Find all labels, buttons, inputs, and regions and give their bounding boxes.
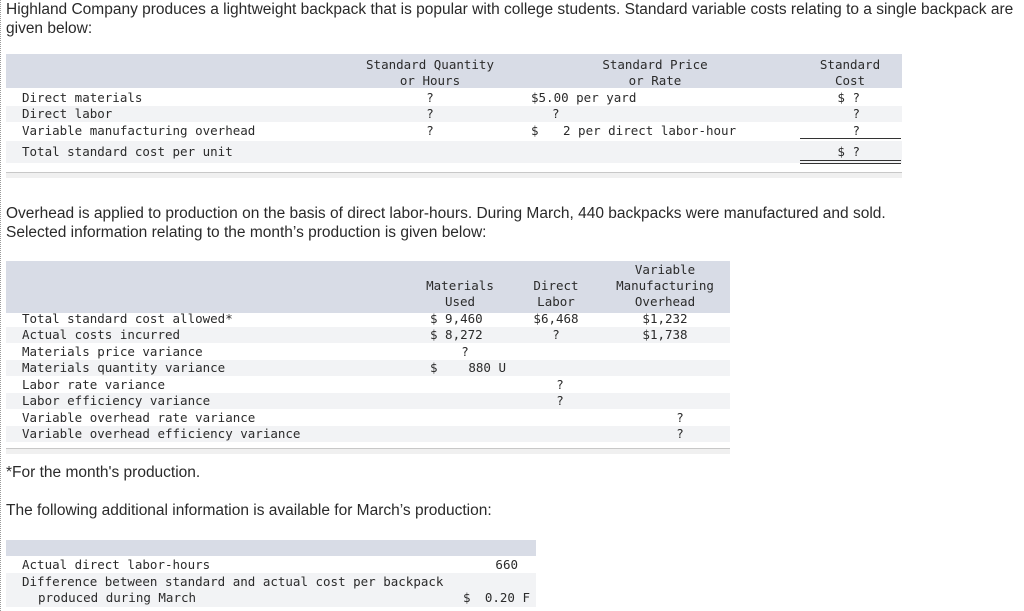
row-label-materials-quantity-variance: Materials quantity variance [22,360,226,375]
footnote: *For the month's production. [6,464,201,481]
price-variable-overhead: 2 per direct labor-hour [563,123,737,138]
row-label-cost-difference-line2: produced during March [38,590,197,605]
overhead-actual: $1,738 [642,327,688,342]
header-labor: Labor [537,294,575,309]
overhead-paragraph-line2: Selected information relating to the month’s production is given below: [6,224,487,241]
price-symbol-variable-overhead: $ [531,123,539,138]
cost-direct-labor: ? [852,106,860,121]
row-label-actual-costs: Actual costs incurred [22,327,181,342]
header-cost: Cost [834,73,866,88]
row-label-total-standard-cost-allowed: Total standard cost allowed* [22,311,233,326]
price-direct-labor: ? [552,106,560,121]
price-direct-materials: $5.00 per yard [531,90,637,105]
cost-variable-overhead: ? [852,123,860,138]
row-label-direct-labor: Direct labor [22,106,113,121]
overhead-total-standard: $1,232 [642,311,688,326]
table1-row-stripe [6,106,902,122]
qty-variable-overhead: ? [426,123,434,138]
total-double-rule [800,163,901,164]
row-label-labor-efficiency-variance: Labor efficiency variance [22,393,211,408]
overhead-paragraph-line1: Overhead is applied to production on the basis of direct labor-hours. During March, 440 backpacks were manufactured and sold. [6,205,886,222]
header-or-rate: or Rate [628,73,682,88]
row-label-direct-materials: Direct materials [22,90,143,105]
overhead-rate-variance: ? [676,410,684,425]
row-label-materials-price-variance: Materials price variance [22,344,203,359]
intro-paragraph: Highland Company produces a lightweight backpack that is popular with college students. Standard variable costs relating to a single backpack are given below: [6,1,1014,37]
header-used: Used [444,294,476,309]
header-standard: Standard [819,57,881,72]
row-label-cost-difference: Difference between standard and actual cost per backpack [22,574,444,589]
subtotal-rule [800,138,901,139]
cost-direct-materials: $ ? [837,90,860,105]
header-or-hours: or Hours [399,73,461,88]
table2-bottom-border [6,448,730,454]
labor-efficiency-variance: ? [556,393,564,408]
labor-actual: ? [552,327,560,342]
row-label-variable-overhead: Variable manufacturing overhead [22,123,256,138]
row-label-overhead-rate-variance: Variable overhead rate variance [22,410,256,425]
materials-total-standard: $ 9,460 [430,311,483,326]
header-materials: Materials [426,278,494,293]
header-manufacturing: Manufacturing [616,278,714,293]
cost-total: $ ? [837,144,860,159]
table3-header-band [6,540,536,556]
materials-price-variance: ? [461,344,469,359]
header-overhead: Overhead [634,294,696,309]
labor-rate-variance: ? [556,377,564,392]
cost-difference-symbol: $ [463,590,471,605]
row-label-overhead-efficiency-variance: Variable overhead efficiency variance [22,426,301,441]
total-rule [800,160,901,161]
qty-direct-materials: ? [426,90,434,105]
header-standard-price: Standard Price [602,57,708,72]
row-label-total: Total standard cost per unit [22,144,233,159]
materials-quantity-variance: 880 U [468,360,506,375]
additional-info-paragraph: The following additional information is available for March’s production: [6,502,492,519]
materials-quantity-symbol: $ [430,360,438,375]
qty-direct-labor: ? [426,106,434,121]
actual-labor-hours-value: 660 [495,557,518,572]
header-variable: Variable [634,262,696,277]
labor-total-standard: $6,468 [533,311,579,326]
table1-bottom-border [6,172,902,178]
row-label-actual-labor-hours: Actual direct labor-hours [22,557,211,572]
materials-actual: $ 8,272 [430,327,483,342]
overhead-efficiency-variance: ? [676,426,684,441]
header-standard-quantity: Standard Quantity [366,57,494,72]
cost-difference-value: 0.20 F [484,590,530,605]
header-direct: Direct [533,278,579,293]
left-margin-dots [0,0,2,611]
row-label-labor-rate-variance: Labor rate variance [22,377,165,392]
